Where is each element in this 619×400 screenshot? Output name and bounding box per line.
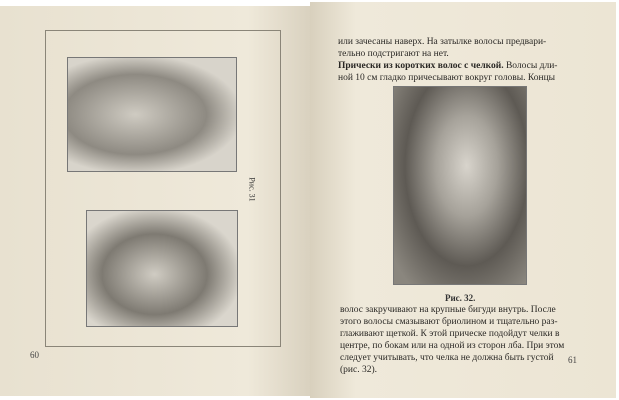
text-line: тельно подстригают на нет. [338,49,449,59]
page-number-left: 60 [30,350,39,360]
text-line: или зачесаны наверх. На затылке волосы предвари- [338,37,547,47]
text-line: (рис. 32). [340,365,378,375]
text-line: глаживают щеткой. К этой прическе подойдут челки в [340,329,560,339]
hairstyle-photo-top [67,57,237,172]
paragraph-top [338,36,588,84]
text-line: ной 10 см гладко причесывают вокруг головы. Концы [338,73,556,83]
text-line: Волосы дли- [503,61,558,71]
text-line: следует учитывать, что челка не должна быть густой [340,353,554,363]
figure-32-caption: Рис. 32. [445,293,476,303]
text-line: центре, по бокам или на одной из сторон лба. При этом [340,341,565,351]
section-heading: Прически из коротких волос с челкой. [338,61,504,71]
page-number-right: 61 [568,355,577,365]
text-line: этого волосы смазывают бриолином и тщательно раз- [340,317,558,327]
portrait-photo [393,86,527,285]
figure-31-caption: Рис. 31 [247,177,257,202]
hairstyle-photo-bottom [86,210,238,327]
text-line: волос закручивают на крупные бигуди внутрь. После [340,305,556,315]
paragraph-bottom [340,304,585,376]
